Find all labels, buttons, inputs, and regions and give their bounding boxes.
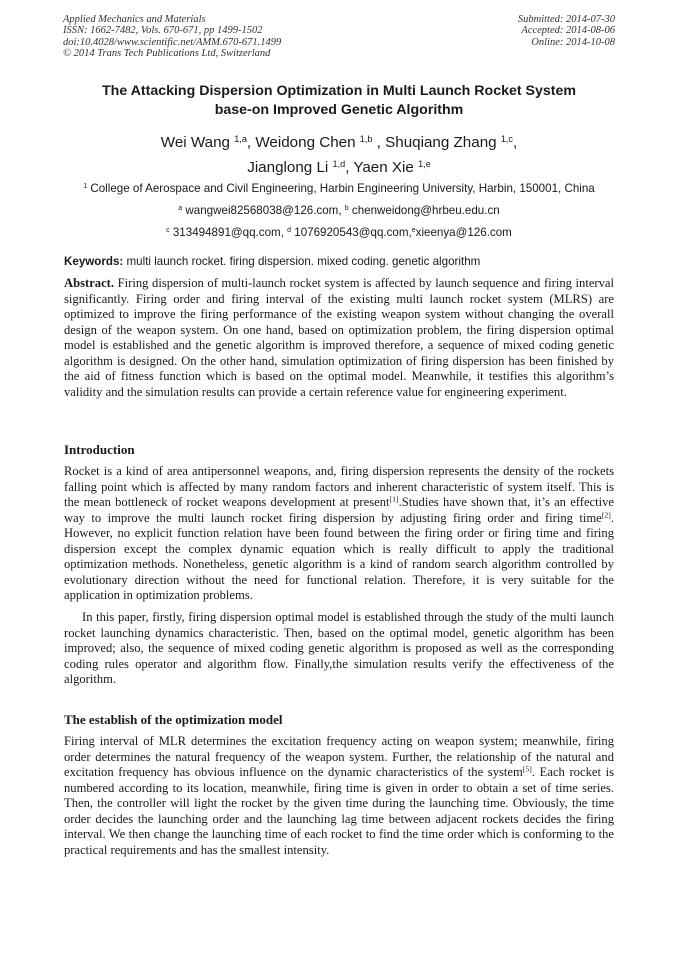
citation: [5] — [522, 764, 532, 774]
title-line-2: base-on Improved Genetic Algorithm — [214, 102, 464, 118]
online-date: Online: 2014-10-08 — [531, 36, 615, 48]
author-line-2: Jianglong Li $^{1,d}$, Yaen Xie $^{1,e}$ — [247, 158, 431, 176]
journal-name: Applied Mechanics and Materials — [63, 14, 206, 25]
email-b[interactable]: chenweidong@hrbeu.edu.cn — [351, 204, 500, 217]
author-name: Jianglong Li — [247, 159, 329, 176]
section-text: . Each rocket is numbered according to its location, meanwhile, firing time is given in order to obtain a set of time series. Then, the controller will light the rocket by the given time during the launching time. Obviously, the time order decides the launching order and the launching lag time between adjacent rockets decides the firing interval. We then change the launching time of each rocket to find the time order which is conforming to the practical requirements and has the smallest intensity. — [64, 765, 614, 857]
abstract — [64, 276, 614, 400]
intro-text: . However, no explicit function relation have been found between the firing order or firing time and firing dispersion except the complex dynamic equation which is really difficult to apply the traditional optimization methods. Nonetheless, genetic algorithm is a kind of random search algorithm controlled by evolutionary direction without the need for functional relation. Therefore, it is very suitable for the application in optimization problems. — [64, 510, 614, 602]
author-list — [40, 130, 638, 180]
author-line-1: Wei Wang $^{1,a}$, Weidong Chen $^{1,b}$ , Shuqiang Zhang $^{1,c}$, — [160, 133, 518, 151]
author-name: Weidong Chen — [255, 134, 356, 151]
citation: [1] — [389, 494, 399, 504]
intro-text: .Studies have shown that, it’s an effective way to improve the multi launch rocket firing dispersion by adjusting firing order and firing time — [64, 495, 615, 525]
citation: [2] — [601, 510, 611, 520]
affiliation — [60, 182, 618, 196]
author-name: Wei Wang — [160, 134, 230, 151]
paper-title — [50, 82, 628, 120]
email-e[interactable]: xieenya@126.com — [415, 226, 512, 239]
affiliation-sup: 1 — [83, 183, 88, 191]
author-name: Yaen Xie — [353, 159, 414, 176]
intro-text: Rocket is a kind of area antipersonnel weapons, and, firing dispersion represents the density of the rockets falling point which is affected by many random factors and inherent characteristic of system itself. This is the mean bottleneck of rocket weapons development at present — [64, 464, 614, 509]
abstract-text: Firing dispersion of multi-launch rocket system is affected by launch sequence and firing interval significantly. Firing order and firing interval of the existing multi launch rocket system (MLRS) are optimized to improve the firing performance of the existing weapon system without changing the overall design of the weapon system. On one hand, based on optimization problem, the firing dispersion optimal model is established and the genetic algorithm is improved therefore, a sequence of mixed coding genetic algorithm is designed. On the other hand, simulation optimization of firing dispersion has been finished by the aid of fitness function which is based on the optimal model. Meanwhile, it testifies this algorithm’s validity and the simulation results can provide a certain reference value for engineering experiment. — [64, 276, 614, 399]
keywords — [64, 255, 624, 269]
submitted-date: Submitted: 2014-07-30 — [517, 14, 615, 25]
abstract-label: Abstract. — [64, 276, 115, 290]
section-heading: The establish of the optimization model — [64, 712, 283, 727]
introduction-heading: Introduction — [64, 442, 135, 457]
journal-copyright: © 2014 Trans Tech Publications Ltd, Switzerland — [63, 48, 271, 60]
email-line-2: $^c$ 313494891@qq.com, $^d$ 1076920543@qq.com,$^e$xieenya@126.com — [166, 226, 512, 239]
author-name: Shuqiang Zhang — [385, 134, 497, 151]
intro-paragraph-1 — [64, 464, 614, 604]
keywords-text: multi launch rocket. firing dispersion. mixed coding. genetic algorithm — [126, 255, 481, 268]
affiliation-text: College of Aerospace and Civil Engineering, Harbin Engineering University, Harbin, 150001, China — [90, 182, 595, 195]
journal-doi: doi:10.4028/www.scientific.net/AMM.670-671.1499 — [63, 36, 282, 48]
author-sup: 1,d — [332, 158, 346, 169]
author-sup: 1,c — [500, 133, 513, 144]
author-sup: 1,e — [418, 158, 431, 169]
keywords-label: Keywords: — [64, 255, 124, 268]
email-line-1: $^a$ wangwei82568038@126.com, $^b$ chenweidong@hrbeu.edu.cn — [178, 204, 500, 217]
accepted-date: Accepted: 2014-08-06 — [521, 25, 615, 37]
journal-issn: ISSN: 1662-7482, Vols. 670-671, pp 1499-1502 — [63, 25, 263, 37]
journal-info — [63, 14, 281, 60]
email-a[interactable]: wangwei82568038@126.com — [185, 204, 339, 217]
author-sup: 1,a — [234, 133, 247, 144]
section-text: Firing interval of MLR determines the excitation frequency acting on weapon system; meanwhile, firing order determines the natural frequency of the weapon system. Further, the relationship of the natural and excitation frequency has obvious influence on the dynamic characteristics of the system — [64, 734, 614, 779]
email-c[interactable]: 313494891@qq.com — [172, 226, 281, 239]
section-paragraph — [64, 734, 614, 858]
title-line-1: The Attacking Dispersion Optimization in Multi Launch Rocket System — [101, 83, 577, 99]
author-sup: 1,b — [359, 133, 373, 144]
email-d[interactable]: 1076920543@qq.com — [294, 226, 409, 239]
submission-dates — [518, 14, 615, 48]
intro-paragraph-2: In this paper, firstly, firing dispersion optimal model is established through the study of the multi launch rocket launching dynamics characteristic. Then, based on the optimal model, genetic algorithm has been improved; also, the sequence of mixed coding genetic algorithm is proposed as well as the corresponding coding rules operator and algorithm flow. Finally,the simulation results verify the effectiveness of the algorithm. — [64, 610, 614, 686]
